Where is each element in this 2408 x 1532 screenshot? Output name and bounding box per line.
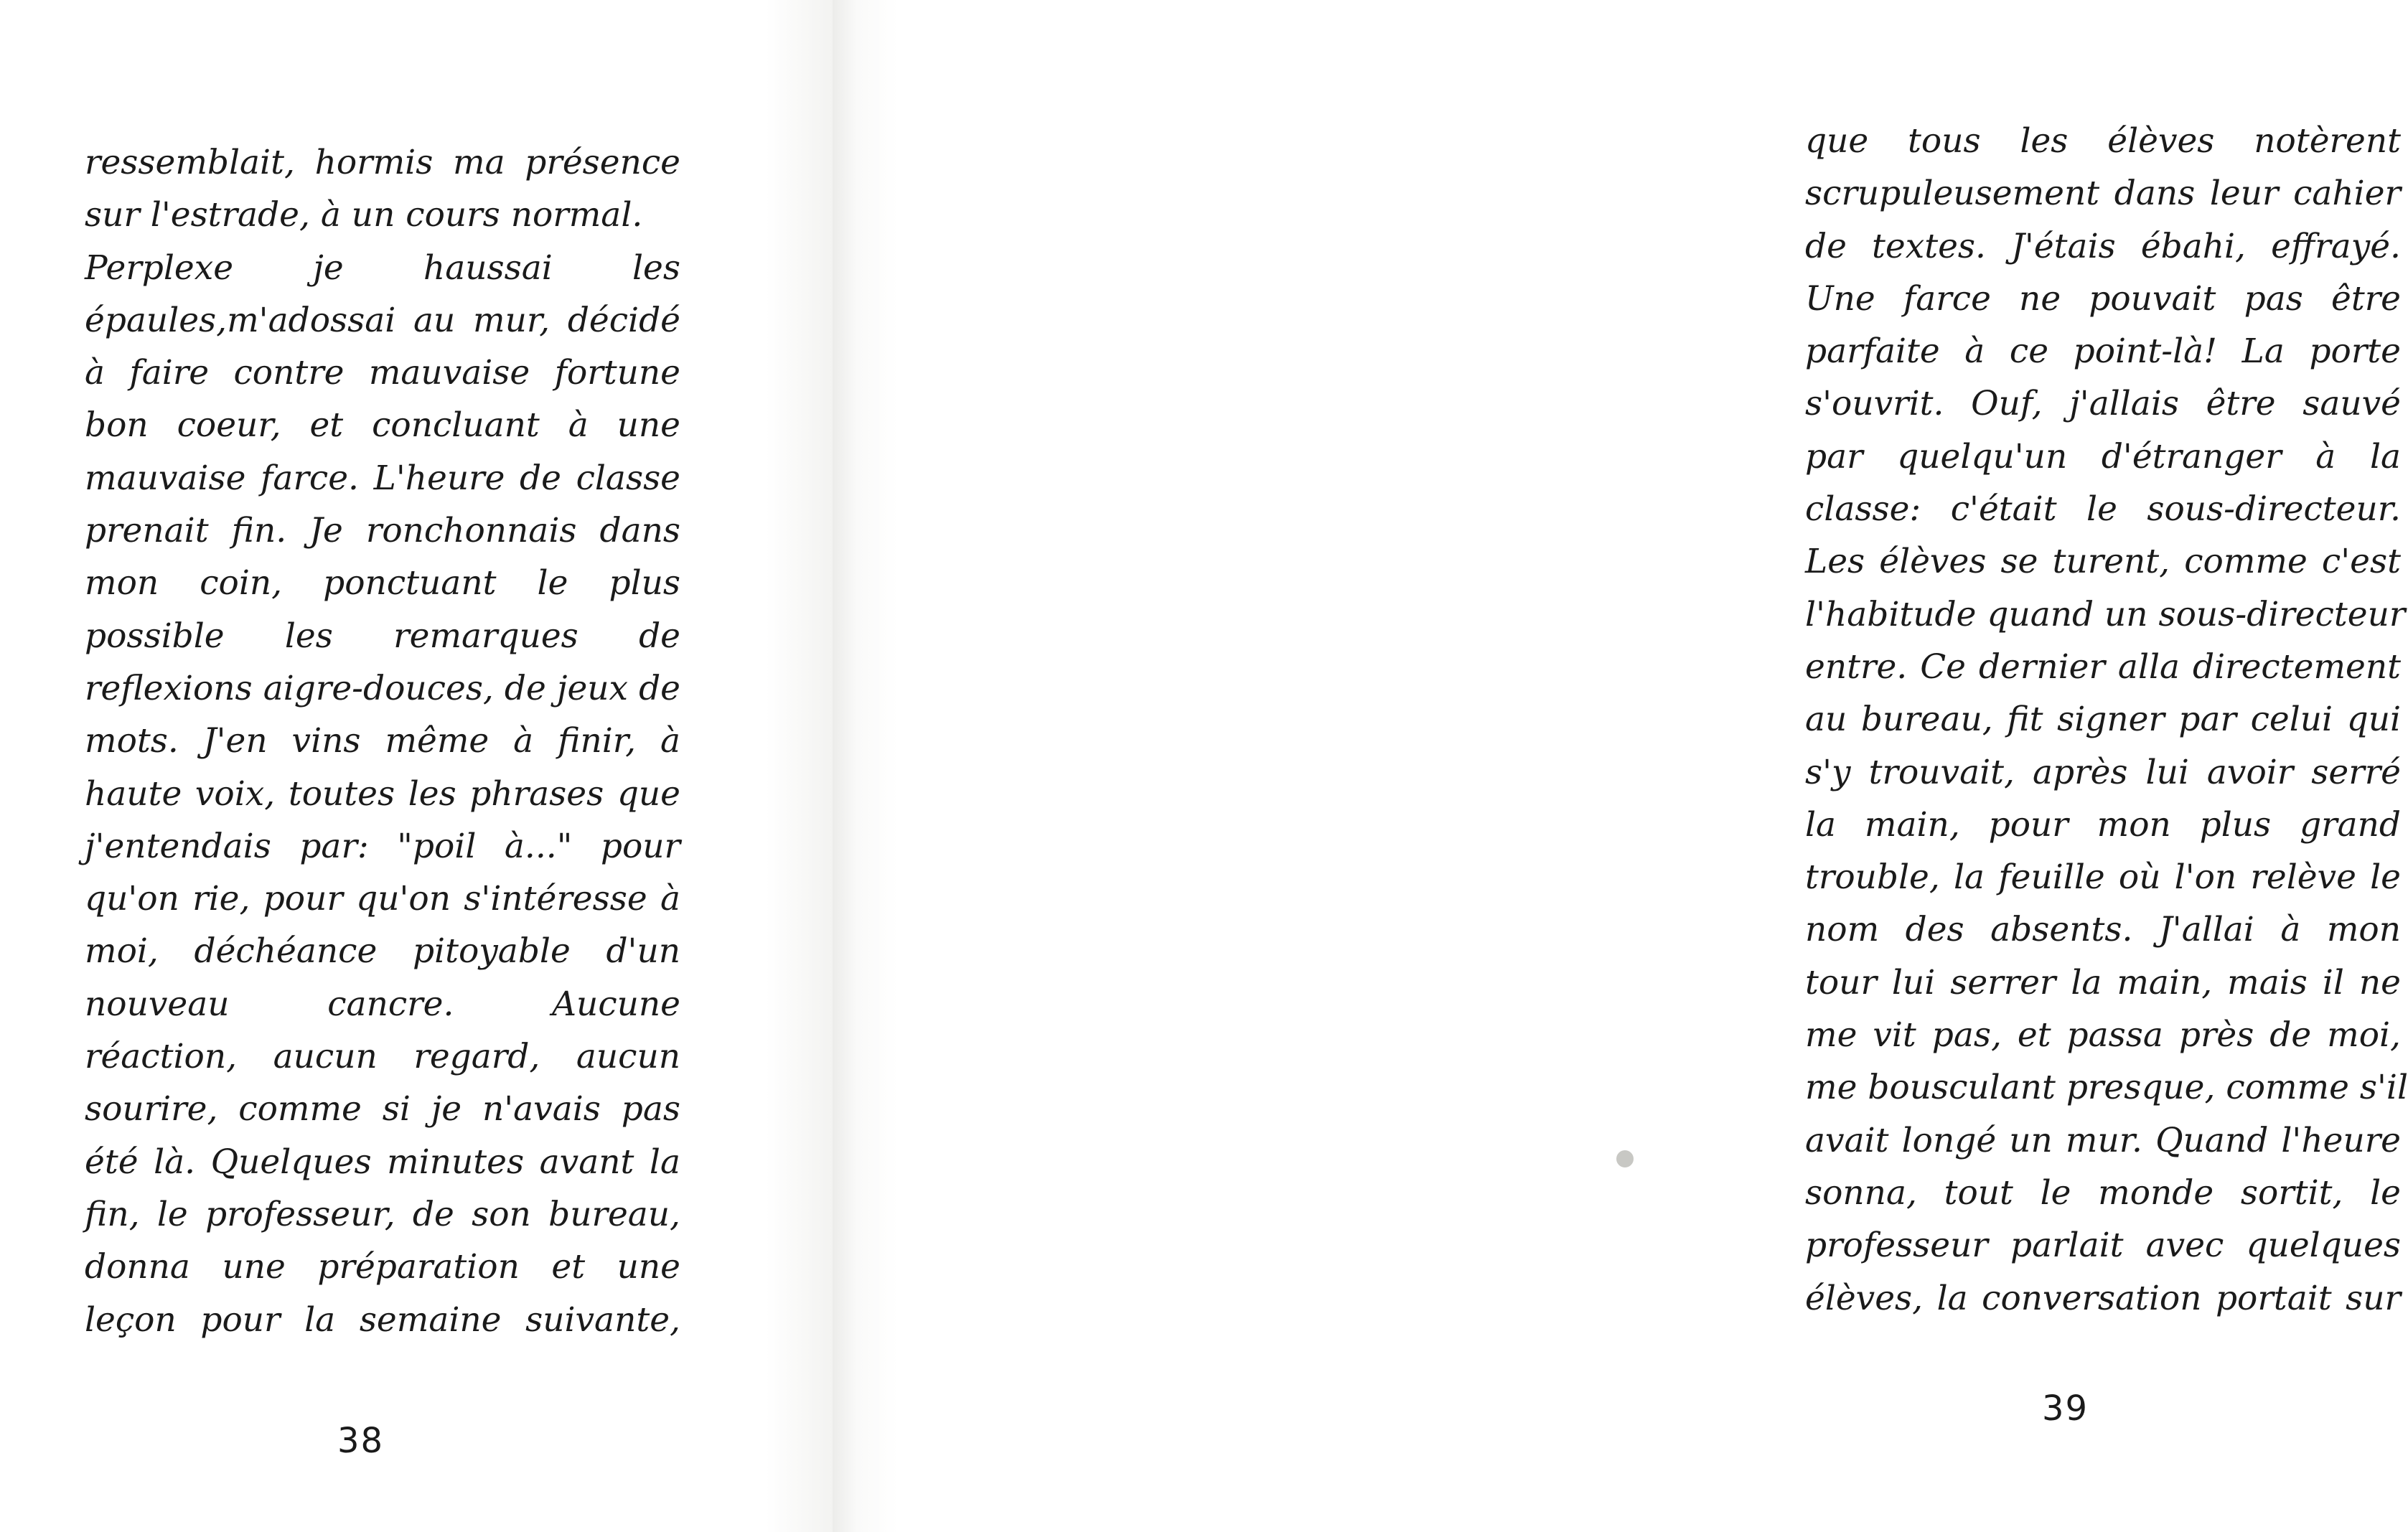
right-text-line: de textes. J'étais ébahi, effrayé. bbox=[1805, 226, 2401, 266]
right-page-text bbox=[1805, 115, 2408, 1325]
left-text-line: reflexions aigre-douces, de jeux de bbox=[85, 668, 680, 708]
right-text-line: s'y trouvait, après lui avoir serré bbox=[1805, 752, 2401, 792]
left-text-line: ressemblait, hormis ma présence bbox=[85, 143, 680, 182]
left-text-line: sur l'estrade, à un cours normal. bbox=[85, 195, 643, 235]
right-text-line: avait longé un mur. Quand l'heure bbox=[1805, 1120, 2401, 1160]
right-text-line: nom des absents. J'allai à mon bbox=[1805, 910, 2401, 950]
left-text-line: fin, le professeur, de son bureau, bbox=[85, 1194, 680, 1234]
right-page-number: 39 bbox=[2042, 1388, 2089, 1429]
left-text-line: mots. J'en vins même à finir, à bbox=[85, 721, 680, 761]
left-text-line: nouveau cancre. Aucune bbox=[85, 984, 680, 1024]
right-text-line: sonna, tout le monde sortit, le bbox=[1805, 1173, 2401, 1213]
right-text-line: classe: c'était le sous-directeur. bbox=[1805, 489, 2401, 530]
left-text-line: j'entendais par: "poil à..." pour bbox=[85, 826, 680, 866]
left-text-line: réaction, aucun regard, aucun bbox=[85, 1037, 680, 1077]
right-text-line: professeur parlait avec quelques bbox=[1805, 1226, 2401, 1266]
left-text-line: sourire, comme si je n'avais pas bbox=[85, 1089, 680, 1129]
right-text-line: tour lui serrer la main, mais il ne bbox=[1805, 962, 2401, 1002]
right-text-line: la main, pour mon plus grand bbox=[1805, 804, 2401, 845]
right-text-line: me vit pas, et passa près de moi, bbox=[1805, 1015, 2401, 1056]
left-page bbox=[0, 0, 833, 1532]
right-text-line: s'ouvrit. Ouf, j'allais être sauvé bbox=[1805, 384, 2401, 424]
left-text-line: donna une préparation et une bbox=[85, 1247, 680, 1287]
left-text-line: mauvaise farce. L'heure de classe bbox=[85, 458, 680, 498]
right-text-line: parfaite à ce point-là! La porte bbox=[1805, 332, 2401, 372]
right-text-line: élèves, la conversation portait sur bbox=[1805, 1278, 2401, 1318]
left-text-line: été là. Quelques minutes avant la bbox=[85, 1142, 680, 1182]
left-text-line: mon coin, ponctuant le plus bbox=[85, 563, 680, 603]
right-text-line: au bureau, fit signer par celui qui bbox=[1805, 700, 2401, 740]
right-text-line: Les élèves se turent, comme c'est bbox=[1805, 542, 2401, 582]
right-text-line: trouble, la feuille où l'on relève le bbox=[1805, 857, 2401, 898]
left-text-line: leçon pour la semaine suivante, bbox=[85, 1300, 680, 1340]
left-text-line: haute voix, toutes les phrases que bbox=[85, 774, 680, 814]
right-text-line: que tous les élèves notèrent bbox=[1805, 121, 2401, 161]
right-page bbox=[833, 0, 2408, 1532]
right-text-line: par quelqu'un d'étranger à la bbox=[1805, 436, 2401, 476]
left-text-line: possible les remarques de bbox=[85, 616, 680, 656]
left-text-line: moi, déchéance pitoyable d'un bbox=[85, 931, 680, 972]
right-text-line: Une farce ne pouvait pas être bbox=[1805, 278, 2401, 319]
right-text-line: entre. Ce dernier alla directement bbox=[1805, 647, 2401, 687]
left-text-line: Perplexe je haussai les bbox=[85, 248, 680, 288]
left-text-line: prenait fin. Je ronchonnais dans bbox=[85, 511, 680, 551]
left-text-line: bon coeur, et concluant à une bbox=[85, 405, 680, 446]
left-text-line: qu'on rie, pour qu'on s'intéresse à bbox=[85, 879, 680, 919]
right-text-line: l'habitude quand un sous-directeur bbox=[1805, 594, 2406, 634]
left-text-line: épaules,m'adossai au mur, décidé bbox=[85, 300, 680, 340]
right-text-line: me bousculant presque, comme s'il bbox=[1805, 1068, 2408, 1108]
left-page-text bbox=[85, 136, 680, 1346]
left-text-line: à faire contre mauvaise fortune bbox=[85, 353, 680, 393]
left-page-number: 38 bbox=[337, 1421, 385, 1461]
right-text-line: scrupuleusement dans leur cahier bbox=[1805, 174, 2401, 214]
paper-speck bbox=[1616, 1150, 1634, 1167]
